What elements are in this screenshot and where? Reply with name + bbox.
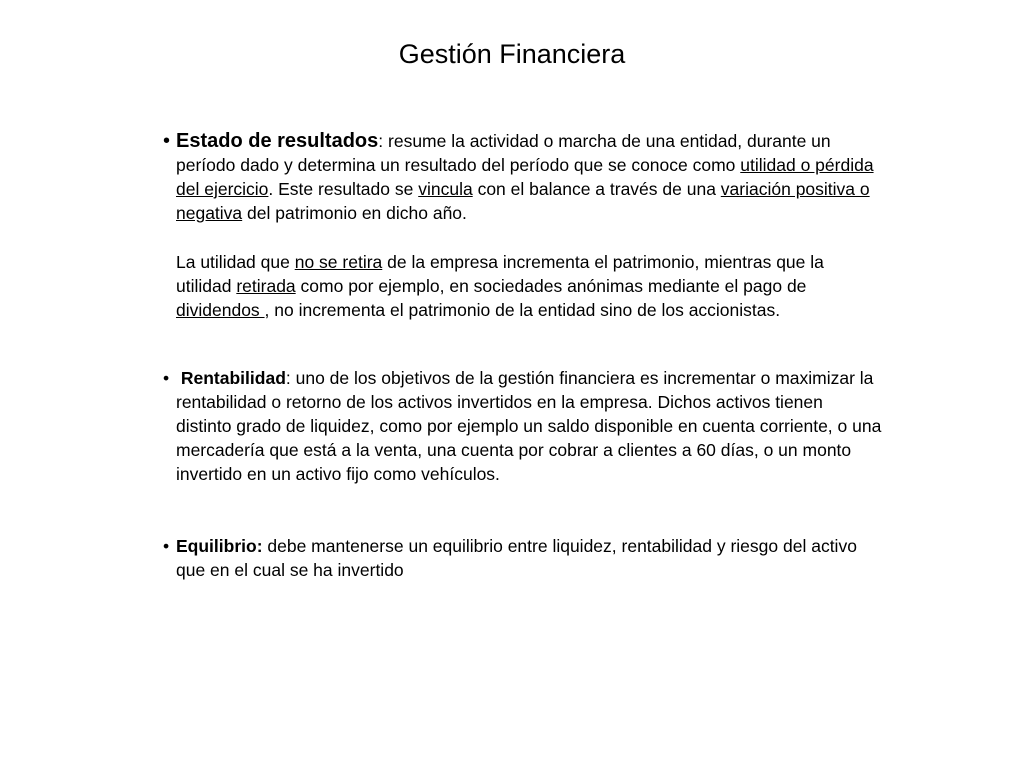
estado-p2-text-4: , no incrementa el patrimonio de la entidad sino de los accionistas. [264,300,781,320]
estado-underline-1: utilidad o pérdida del ejercicio [176,155,874,199]
equilibrio-lead: Equilibrio: [176,536,263,556]
bullet-equilibrio [163,534,883,582]
bullet-rentabilidad [163,366,883,486]
bullet-dot: • [163,536,170,556]
estado-p2-text-2: de la empresa incrementa el patrimonio, mientras que la utilidad [176,252,824,296]
estado-text-2: . Este resultado se [268,179,419,199]
estado-paragraph-1 [176,129,883,225]
estado-p2-text-3: como por ejemplo, en sociedades anónimas mediante el pago de [295,276,807,296]
bullet-estado-de-resultados [163,129,883,322]
estado-lead: Estado de resultados [176,130,379,152]
bullet-content [163,534,883,582]
estado-underline-3: variación positiva o negativa [176,179,870,223]
estado-text-4: del patrimonio en dicho año. [242,203,467,223]
estado-p2-underline-1: no se retira [294,252,383,272]
estado-text-3: con el balance a través de una [472,179,721,199]
estado-p2-text-1: La utilidad que [176,252,295,272]
bullet-content [163,129,883,322]
rentabilidad-lead: Rentabilidad [180,368,286,388]
estado-text-1: : resume la actividad o marcha de una entidad, durante un período dado y determina un resultado del período que se conoce como [176,131,831,175]
bullet-dot: • [163,130,171,152]
bullet-dot: • [163,368,170,388]
rentabilidad-text: : uno de los objetivos de la gestión financiera es incrementar o maximizar la rentabilidad o retorno de los activos invertidos en la empresa. Dichos activos tienen distinto grado de liquidez, como por ejemplo un saldo disponible en cuenta corriente, o una mercadería que está a la venta, una cuenta por cobrar a clientes a 60 días, o un monto invertido en un activo fijo como vehículos. [176,368,882,484]
equilibrio-text: debe mantenerse un equilibrio entre liquidez, rentabilidad y riesgo del activo que en el cual se ha invertido [176,536,857,580]
estado-p2-underline-3: dividendos [176,300,265,320]
slide-title: Gestión Financiera [398,39,626,69]
bullet-content [163,366,883,486]
estado-paragraph-2 [176,250,883,322]
estado-p2-underline-2: retirada [236,276,296,296]
estado-underline-2: vincula [418,179,473,199]
